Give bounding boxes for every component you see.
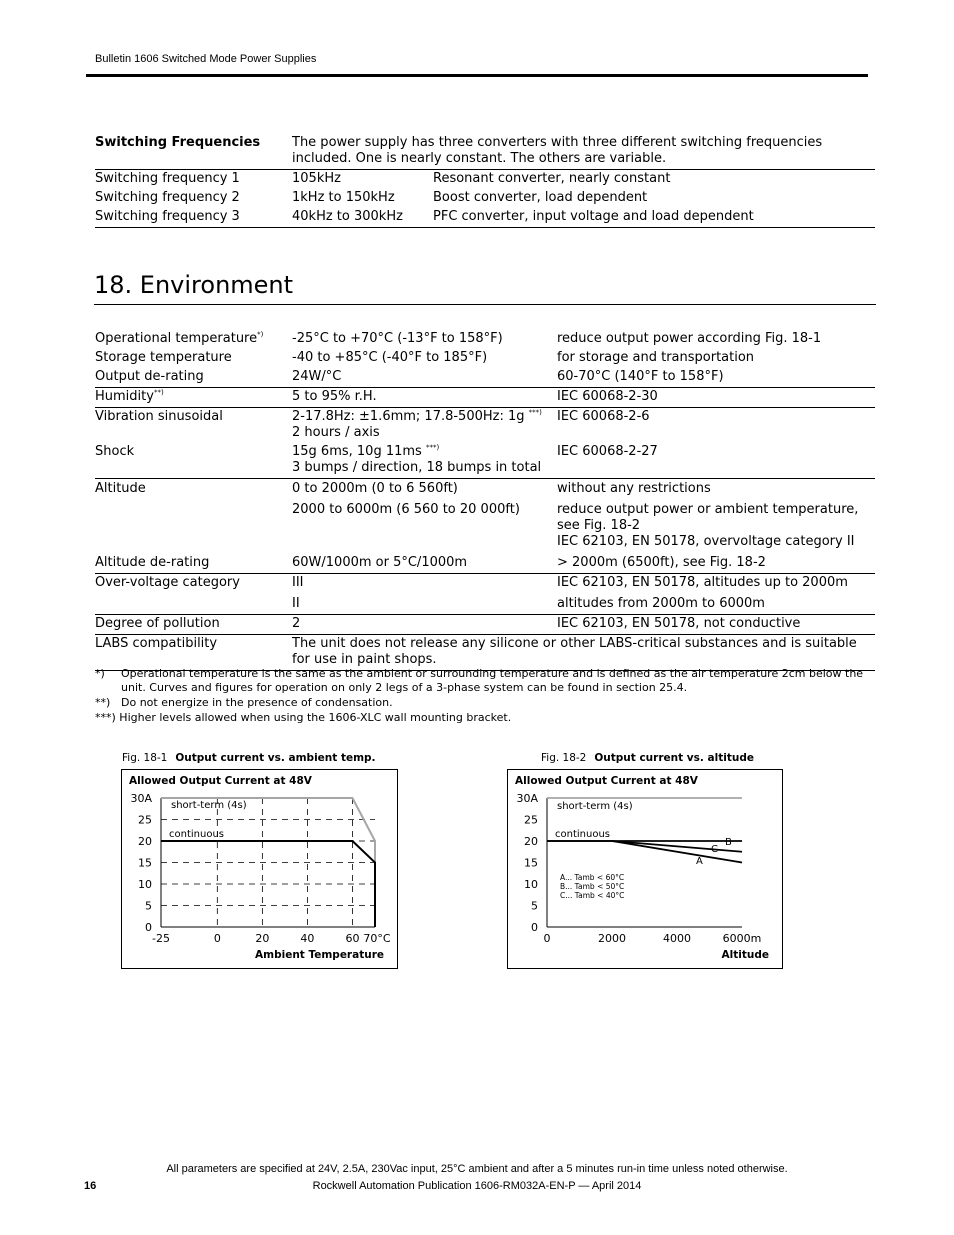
switching-label: Switching Frequencies <box>95 134 292 170</box>
table-row <box>95 170 875 190</box>
y-tick-label: 15 <box>524 856 538 870</box>
y-tick-label: 0 <box>145 921 152 934</box>
curve-label-c: C <box>711 844 718 855</box>
table-row <box>95 408 875 444</box>
figure-title: Output current vs. altitude <box>594 752 754 764</box>
cell-value: 15g 6ms, 10g 11ms ***) 3 bumps / direction, 18 bumps in total <box>292 443 557 479</box>
cell-name: Vibration sinusoidal <box>95 409 223 424</box>
footnote <box>95 711 875 725</box>
y-tick-label: 5 <box>145 899 152 913</box>
cell-name: Degree of pollution <box>95 615 292 635</box>
cell-value: 2-17.8Hz: ±1.6mm; 17.8-500Hz: 1g ***) 2 hours / axis <box>292 408 542 440</box>
cell-value: 105kHz <box>292 171 341 186</box>
cell-value: 24W/°C <box>292 368 557 388</box>
figure-number: Fig. 18-1 <box>122 752 168 764</box>
cell-value: 2000 to 6000m (6 560 to 20 000ft) <box>292 502 520 517</box>
table-row <box>95 615 875 635</box>
running-header: Bulletin 1606 Switched Mode Power Supplies <box>95 53 317 65</box>
cell-value: III <box>292 575 304 590</box>
footnote-text: Operational temperature is the same as the ambient or surrounding temperature and is defined as the air temperature 2cm below the unit. Curves and figures for operation on only 2 legs of a 3-phase system can be found in section 25.4. <box>121 667 864 694</box>
table-row <box>95 574 875 594</box>
x-tick-label: 0 <box>543 932 551 945</box>
y-tick-label: 30A <box>516 792 538 805</box>
cell-note: reduce output power according Fig. 18-1 <box>557 331 822 346</box>
cell-name: Over-voltage category <box>95 575 240 590</box>
series-label: continuous <box>555 829 610 840</box>
footnote-key: **) <box>95 696 111 709</box>
cell-name: Switching frequency 3 <box>95 208 292 228</box>
table-row <box>95 368 875 388</box>
cell-name: Humidity**) <box>95 388 292 408</box>
cell-note: reduce output power or ambient temperature, see Fig. 18-2 IEC 62103, EN 50178, overvoltage category II <box>557 502 859 549</box>
table-row <box>95 593 875 615</box>
x-tick-label: 70°C <box>363 932 391 945</box>
cell-note: Boost converter, load dependent <box>433 190 648 205</box>
cell-name <box>95 499 292 552</box>
footnote-text: Higher levels allowed when using the 1606-XLC wall mounting bracket. <box>119 711 512 724</box>
series-label: short-term (4s) <box>171 800 247 811</box>
cell-note: IEC 60068-2-30 <box>557 388 875 408</box>
cell-name: Switching frequency 1 <box>95 171 240 186</box>
cell-name: Storage temperature <box>95 350 232 365</box>
x-tick-label: 60 <box>345 932 360 945</box>
x-tick-label: -25 <box>152 932 170 945</box>
footer-note: All parameters are specified at 24V, 2.5A, 230Vac input, 25°C ambient and after a 5 minutes run-in time unless noted otherwise. <box>166 1163 788 1175</box>
series-line <box>612 841 742 852</box>
footnote-key: *) <box>95 667 105 680</box>
cell-value: -40 to +85°C (-40°F to 185°F) <box>292 350 488 365</box>
figure-caption-2 <box>541 752 754 764</box>
cell-note: PFC converter, input voltage and load dependent <box>433 208 875 228</box>
cell-value: 1kHz to 150kHz <box>292 190 395 205</box>
y-tick-label: 0 <box>531 921 538 934</box>
cell-note: > 2000m (6500ft), see Fig. 18-2 <box>557 552 875 574</box>
legend-entry: C... Tamb < 40°C <box>560 891 625 900</box>
cell-name: LABS compatibility <box>95 635 292 671</box>
footnote-text: Do not energize in the presence of condensation. <box>121 696 393 709</box>
legend-entry: A... Tamb < 60°C <box>560 873 625 882</box>
cell-note: IEC 62103, EN 50178, altitudes up to 2000m <box>557 575 848 590</box>
table-row <box>95 189 875 208</box>
curve-label-a: A <box>696 856 703 867</box>
cell-value: 2 <box>292 615 557 635</box>
footer-publication: Rockwell Automation Publication 1606-RM032A-EN-P — April 2014 <box>312 1180 642 1192</box>
footnote <box>95 667 875 695</box>
table-row <box>95 349 875 368</box>
y-tick-label: 25 <box>524 813 538 827</box>
chart-output-current-vs-temp <box>121 769 398 969</box>
cell-note: IEC 62103, EN 50178, not conductive <box>557 615 875 635</box>
table-row <box>95 134 875 170</box>
cell-note: Resonant converter, nearly constant <box>433 171 671 186</box>
cell-value: II <box>292 593 557 615</box>
figure-number: Fig. 18-2 <box>541 752 587 764</box>
x-axis-label: Altitude <box>721 949 769 961</box>
cell-value: The unit does not release any silicone or other LABS-critical substances and is suitable for use in paint shops. <box>292 635 875 671</box>
cell-value: 40kHz to 300kHz <box>292 208 433 228</box>
x-tick-label: 0 <box>213 932 221 945</box>
cell-name: Output de-rating <box>95 368 292 388</box>
figure-caption-1 <box>122 752 376 764</box>
cell-name: Altitude <box>95 481 146 496</box>
x-axis-label: Ambient Temperature <box>255 949 384 961</box>
switching-frequency-table <box>95 134 875 228</box>
cell-name: Operational temperature*) <box>95 330 264 346</box>
cell-note: IEC 60068-2-6 <box>557 409 650 424</box>
footnote-key: ***) <box>95 711 116 724</box>
cell-note: 60-70°C (140°F to 158°F) <box>557 368 875 388</box>
x-tick-label: 40 <box>300 932 315 945</box>
x-tick-label: 2000 <box>598 932 626 945</box>
y-tick-label: 10 <box>138 878 152 891</box>
table-row <box>95 443 875 479</box>
cell-value: 5 to 95% r.H. <box>292 388 557 408</box>
switching-description: The power supply has three converters with three different switching frequencies included. One is nearly constant. The others are variable. <box>292 134 875 170</box>
cell-value: 0 to 2000m (0 to 6 560ft) <box>292 481 458 496</box>
chart-title: Allowed Output Current at 48V <box>515 775 698 787</box>
cell-name: Shock <box>95 443 292 479</box>
series-label: continuous <box>169 829 224 840</box>
chart-title: Allowed Output Current at 48V <box>129 775 312 787</box>
legend-entry: B... Tamb < 50°C <box>560 882 625 891</box>
cell-note: IEC 60068-2-27 <box>557 443 875 479</box>
y-tick-label: 20 <box>524 835 538 848</box>
cell-name <box>95 593 292 615</box>
figure-title: Output current vs. ambient temp. <box>175 752 376 764</box>
y-tick-label: 20 <box>138 835 152 848</box>
y-tick-label: 10 <box>524 878 538 891</box>
header-rule <box>86 74 868 77</box>
cell-note: altitudes from 2000m to 6000m <box>557 593 875 615</box>
page-number: 16 <box>84 1180 97 1192</box>
curve-label-b: B <box>725 837 732 848</box>
cell-note: for storage and transportation <box>557 350 755 365</box>
environment-table <box>95 330 875 671</box>
table-row <box>95 499 875 552</box>
cell-name: Switching frequency 2 <box>95 190 240 205</box>
y-tick-label: 30A <box>130 792 152 805</box>
table-row <box>95 552 875 574</box>
table-row <box>95 388 875 408</box>
cell-note: without any restrictions <box>557 481 711 496</box>
section-title: 18. Environment <box>94 271 294 299</box>
series-label: short-term (4s) <box>557 801 633 812</box>
cell-name: Altitude de-rating <box>95 552 292 574</box>
table-row <box>95 479 875 500</box>
y-tick-label: 25 <box>138 813 152 827</box>
y-tick-label: 15 <box>138 856 152 870</box>
cell-value: -25°C to +70°C (-13°F to 158°F) <box>292 331 503 346</box>
table-row <box>95 635 875 671</box>
x-tick-label: 4000 <box>663 932 691 945</box>
x-tick-label: 6000m <box>722 932 762 945</box>
table-row <box>95 208 875 228</box>
section-rule <box>94 304 876 305</box>
cell-value: 60W/1000m or 5°C/1000m <box>292 552 557 574</box>
x-tick-label: 20 <box>255 932 270 945</box>
y-tick-label: 5 <box>531 899 538 913</box>
chart-output-current-vs-altitude <box>507 769 783 969</box>
table-row <box>95 330 875 349</box>
